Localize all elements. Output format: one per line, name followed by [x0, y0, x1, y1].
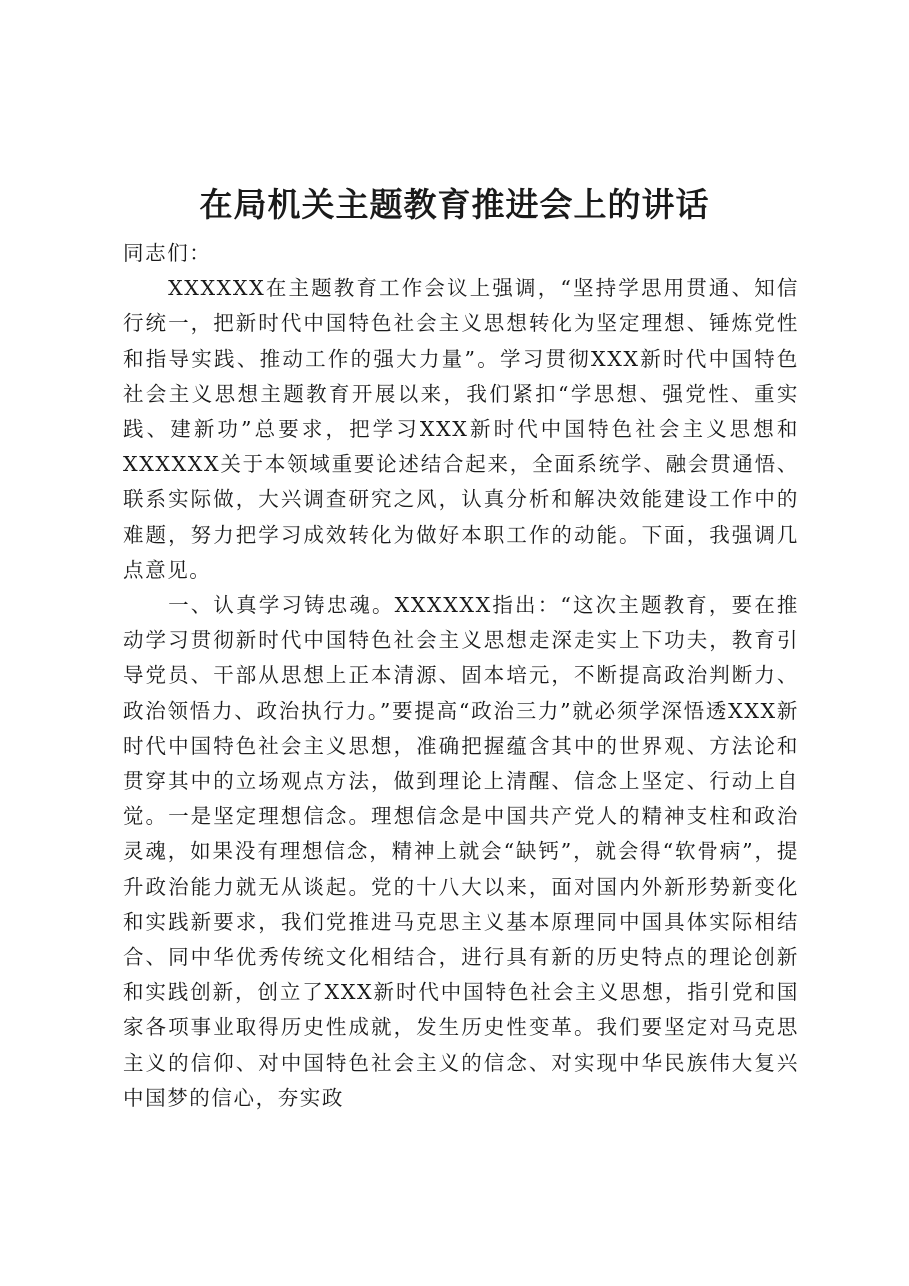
document-body: [123, 236, 799, 1116]
paragraph-section-one: 一、认真学习铸忠魂。XXXXXX指出：“这次主题教育，要在推动学习贯彻新时代中国特色社会主义思想走深走实上下功夫，教育引导党员、干部从思想上正本清源、固本培元，不断提高政治判断力、政治领悟力、政治执行力。”要提高“政治三力”就必须学深悟透XXX新时代中国特色社会主义思想，准确把握蕴含其中的世界观、方法论和贯穿其中的立场观点方法，做到理论上清醒、信念上坚定、行动上自觉。一是坚定理想信念。理想信念是中国共产党人的精神支柱和政治灵魂，如果没有理想信念，精神上就会“缺钙”，就会得“软骨病”，提升政治能力就无从谈起。党的十八大以来，面对国内外新形势新变化和实践新要求，我们党推进马克思主义基本原理同中国具体实际相结合、同中华优秀传统文化相结合，进行具有新的历史特点的理论创新和实践创新，创立了XXX新时代中国特色社会主义思想，指引党和国家各项事业取得历史性成就，发生历史性变革。我们要坚定对马克思主义的信仰、对中国特色社会主义的信念、对实现中华民族伟大复兴中国梦的信心，夯实政: [123, 593, 799, 1110]
salutation: 同志们：: [123, 241, 212, 265]
paragraph-intro: XXXXXX在主题教育工作会议上强调，“坚持学思用贯通、知信行统一，把新时代中国特色社会主义思想转化为坚定理想、锤炼党性和指导实践、推动工作的强大力量”。学习贯彻XXX新时代中国特色社会主义思想主题教育开展以来，我们紧扣“学思想、强党性、重实践、建新功”总要求，把学习XXX新时代中国特色社会主义思想和XXXXXX关于本领域重要论述结合起来，全面系统学、融会贯通悟、联系实际做，大兴调查研究之风，认真分析和解决效能建设工作中的难题，努力把学习成效转化为做好本职工作的动能。下面，我强调几点意见。: [123, 276, 799, 582]
document-title: 在局机关主题教育推进会上的讲话: [199, 185, 710, 224]
